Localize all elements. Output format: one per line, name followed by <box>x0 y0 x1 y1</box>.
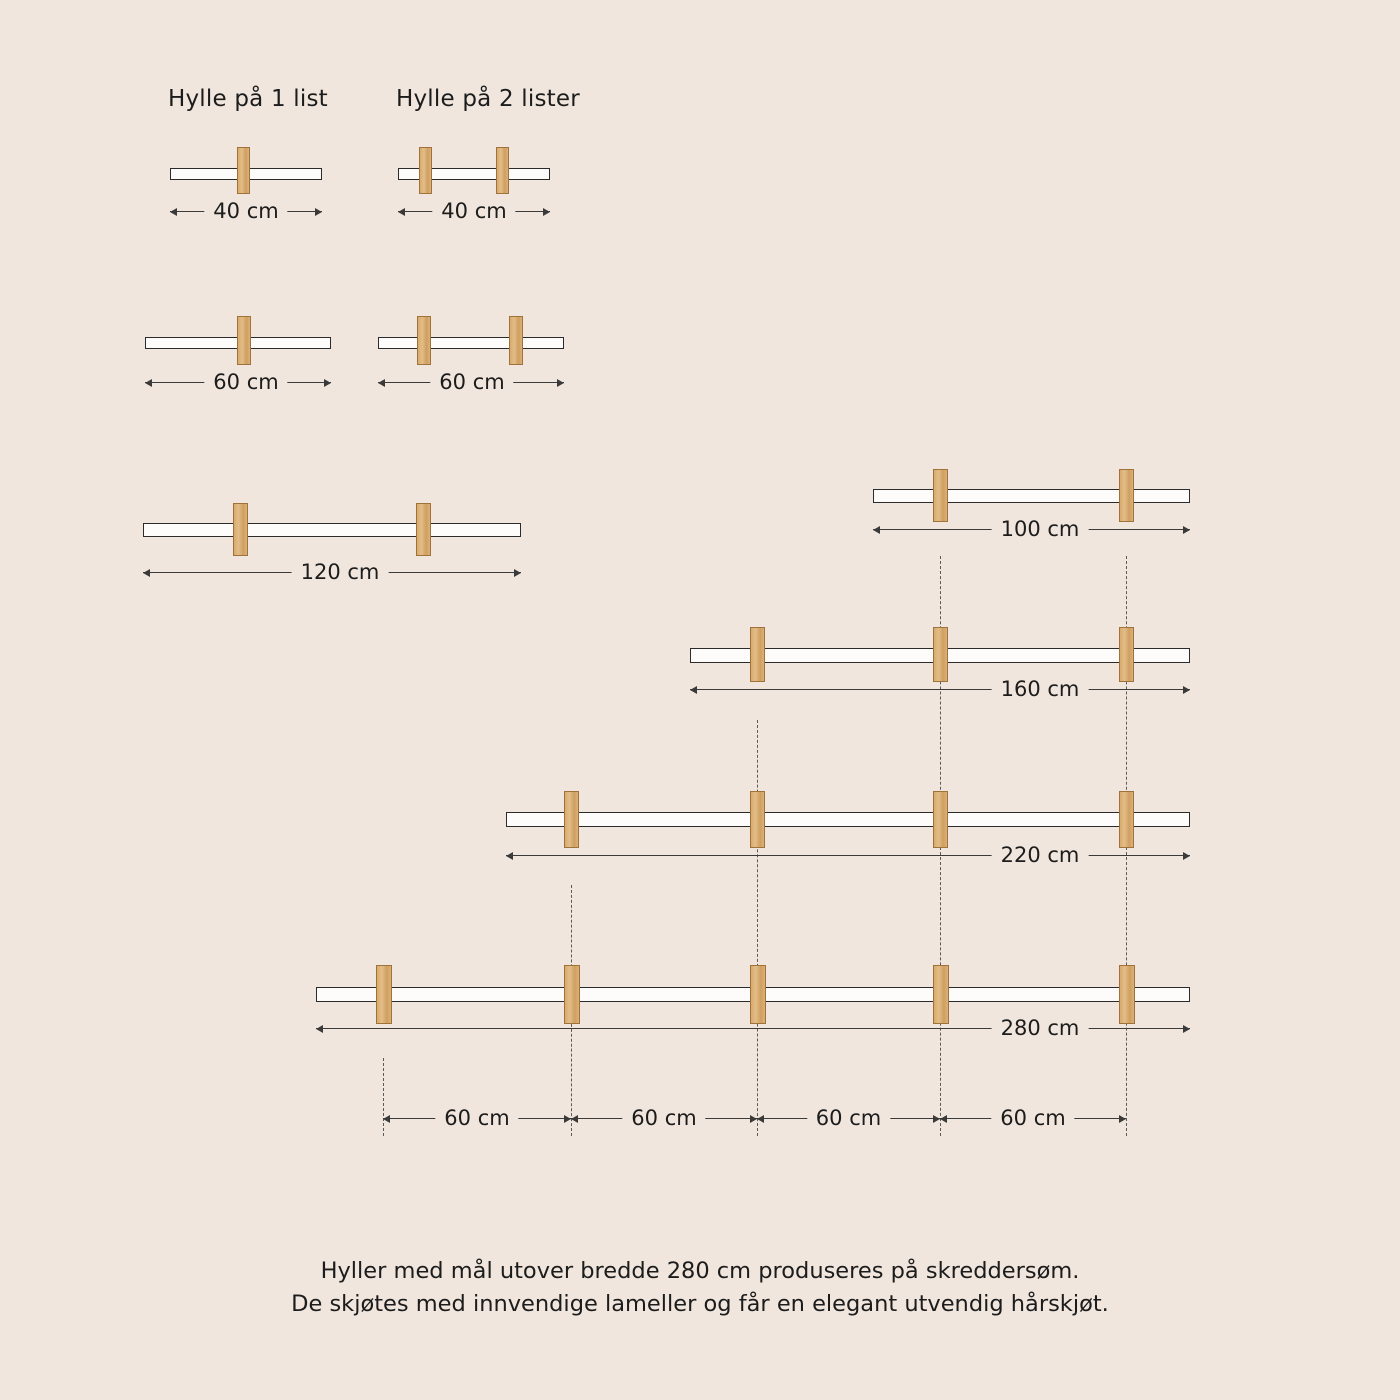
wall-bracket-list <box>1119 627 1134 682</box>
width-measure-label: 100 cm <box>992 517 1089 541</box>
width-measure-label: 220 cm <box>992 843 1089 867</box>
wall-bracket-list <box>496 147 509 194</box>
wall-bracket-list <box>1119 965 1135 1024</box>
width-measure-label: 40 cm <box>432 199 515 223</box>
width-measure-label: 120 cm <box>292 560 389 584</box>
wall-bracket-list <box>1119 469 1134 522</box>
wall-bracket-list <box>237 316 251 365</box>
width-measure-label: 40 cm <box>204 199 287 223</box>
section-header-2: Hylle på 2 lister <box>396 86 580 112</box>
wall-bracket-list <box>509 316 523 365</box>
width-measure-line <box>690 689 1190 690</box>
shelf-board <box>143 523 521 537</box>
dashed-guide-5 <box>383 1058 384 1136</box>
shelf-board <box>873 489 1190 503</box>
wall-bracket-list <box>750 791 765 848</box>
spacing-measure-label-3: 60 cm <box>807 1106 890 1130</box>
wall-bracket-list <box>750 965 766 1024</box>
wall-bracket-list <box>416 503 431 556</box>
width-measure-label: 160 cm <box>992 677 1089 701</box>
width-measure-label: 280 cm <box>992 1016 1089 1040</box>
wall-bracket-list <box>233 503 248 556</box>
wall-bracket-list <box>564 791 579 848</box>
wall-bracket-list <box>1119 791 1134 848</box>
spacing-measure-label-1: 60 cm <box>435 1106 518 1130</box>
wall-bracket-list <box>376 965 392 1024</box>
wall-bracket-list <box>237 147 250 194</box>
spacing-measure-label-4: 60 cm <box>991 1106 1074 1130</box>
dashed-guide-3 <box>757 720 758 1136</box>
wall-bracket-list <box>933 791 948 848</box>
wall-bracket-list <box>417 316 431 365</box>
footer-line-2: De skjøtes med innvendige lameller og får en elegant utvendig hårskjøt. <box>291 1291 1109 1317</box>
wall-bracket-list <box>564 965 580 1024</box>
wall-bracket-list <box>750 627 765 682</box>
wall-bracket-list <box>933 469 948 522</box>
width-measure-label: 60 cm <box>430 370 513 394</box>
shelf-board <box>506 812 1190 827</box>
footer-line-1: Hyller med mål utover bredde 280 cm produseres på skreddersøm. <box>320 1258 1080 1284</box>
wall-bracket-list <box>933 965 949 1024</box>
spacing-measure-label-2: 60 cm <box>622 1106 705 1130</box>
shelf-board <box>378 337 564 349</box>
wall-bracket-list <box>419 147 432 194</box>
width-measure-label: 60 cm <box>204 370 287 394</box>
footer-note <box>0 1255 1400 1321</box>
wall-bracket-list <box>933 627 948 682</box>
section-header-1: Hylle på 1 list <box>168 86 328 112</box>
